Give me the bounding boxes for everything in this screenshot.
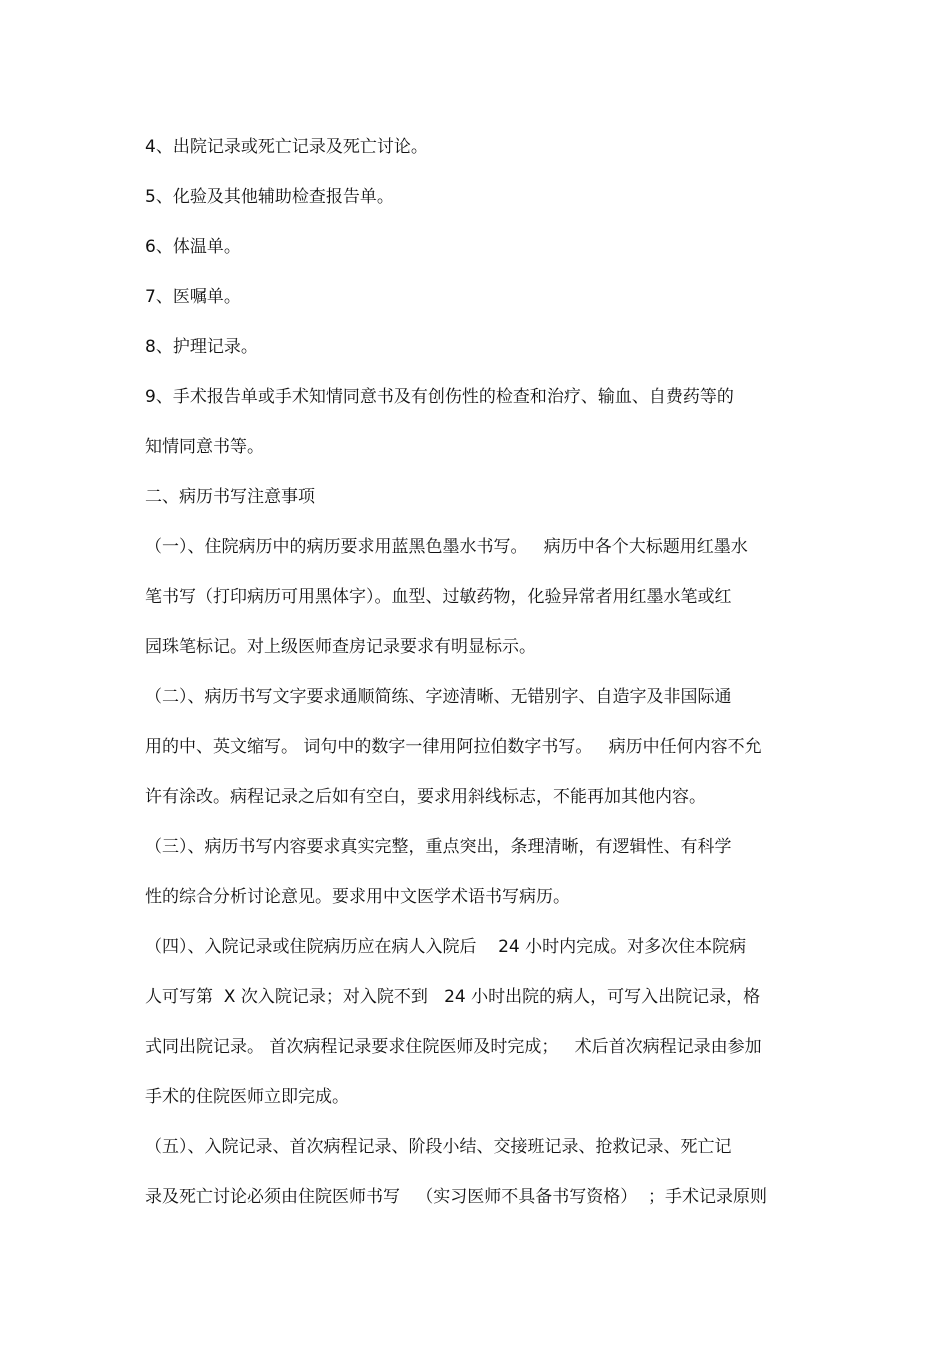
- paragraph-line: 笔书写（打印病历可用黑体字）。血型、过敏药物，化验异常者用红墨水笔或红: [145, 587, 732, 607]
- list-item: 7、医嘱单。: [145, 287, 241, 307]
- paragraph-line: （二）、病历书写文字要求通顺简练、字迹清晰、无错别字、自造字及非国际通: [145, 687, 732, 707]
- paragraph-line: 式同出院记录。 首次病程记录要求住院医师及时完成； 术后首次病程记录由参加: [145, 1037, 762, 1057]
- paragraph-line: 人可写第 X 次入院记录；对入院不到 24 小时出院的病人，可写入出院记录，格: [145, 987, 761, 1007]
- paragraph-line: （三）、病历书写内容要求真实完整，重点突出，条理清晰，有逻辑性、有科学: [145, 837, 732, 857]
- section-heading: 二、病历书写注意事项: [145, 487, 315, 507]
- list-item: 8、护理记录。: [145, 337, 258, 357]
- paragraph-line: 园珠笔标记。对上级医师查房记录要求有明显标示。: [145, 637, 536, 657]
- paragraph-line: 性的综合分析讨论意见。要求用中文医学术语书写病历。: [145, 887, 570, 907]
- paragraph-line: 用的中、英文缩写。 词句中的数字一律用阿拉伯数字书写。 病历中任何内容不允: [145, 737, 762, 757]
- list-item: 9、手术报告单或手术知情同意书及有创伤性的检查和治疗、输血、自费药等的: [145, 387, 734, 407]
- paragraph-line: 手术的住院医师立即完成。: [145, 1087, 349, 1107]
- paragraph-line: （一）、住院病历中的病历要求用蓝黑色墨水书写。 病历中各个大标题用红墨水: [145, 537, 748, 557]
- list-item: 6、体温单。: [145, 237, 241, 257]
- list-item: 5、化验及其他辅助检查报告单。: [145, 187, 394, 207]
- list-item: 4、出院记录或死亡记录及死亡讨论。: [145, 137, 428, 157]
- paragraph-line: （四）、入院记录或住院病历应在病人入院后 24 小时内完成。对多次住本院病: [145, 937, 747, 957]
- paragraph-line: 许有涂改。病程记录之后如有空白，要求用斜线标志，不能再加其他内容。: [145, 787, 706, 807]
- paragraph-line: 录及死亡讨论必须由住院医师书写 （实习医师不具备书写资格） ；手术记录原则: [145, 1187, 768, 1207]
- paragraph-line: 知情同意书等。: [145, 437, 264, 457]
- paragraph-line: （五）、入院记录、首次病程记录、阶段小结、交接班记录、抢救记录、死亡记: [145, 1137, 732, 1157]
